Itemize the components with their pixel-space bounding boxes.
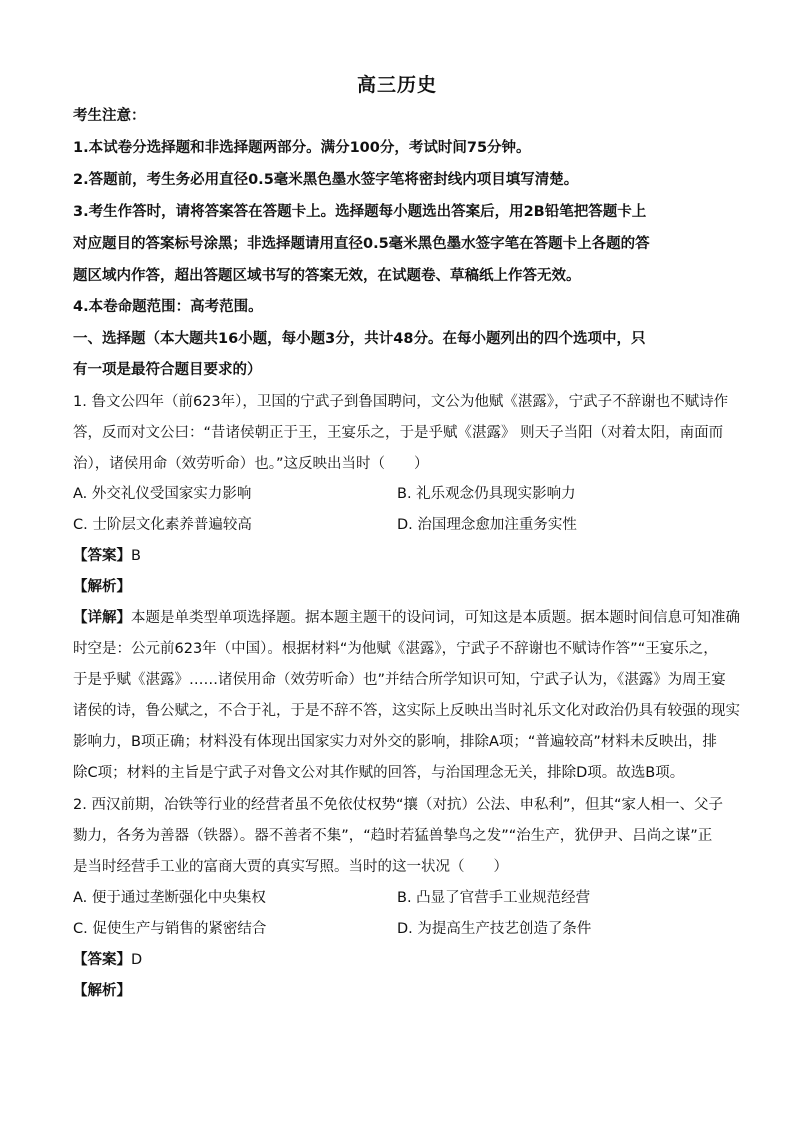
answer-value: B: [131, 548, 141, 564]
question-2-option-c: C. 促使生产与销售的紧密结合: [73, 921, 267, 937]
notice-item: 题区域内作答，超出答题区域书写的答案无效，在试题卷、草稿纸上作答无效。: [73, 268, 581, 284]
question-1-stem: 1. 鲁文公四年（前623年），卫国的宁武子到鲁国聘问，文公为他赋《湛露》，宁武子不辞谢也不赋诗作: [73, 394, 729, 410]
question-1-stem: 答，反而对文公曰：“昔诸侯朝正于王，王宴乐之，于是乎赋《湛露》 则天子当阳（对着太阳，南面而: [73, 425, 724, 441]
question-1-stem: 治），诸侯用命（效劳听命）也。”这反映出当时（ ）: [73, 456, 429, 472]
question-1-option-a: A. 外交礼仪受国家实力影响: [73, 486, 252, 502]
section-heading: 有一项是最符合题目要求的）: [73, 362, 262, 378]
question-1-option-c: C. 士阶层文化素养普遍较高: [73, 517, 252, 533]
notice-item: 2.答题前，考生务必用直径0.5毫米黑色墨水签字笔将密封线内项目填写清楚。: [73, 172, 579, 188]
question-1-detail: 除C项；材料的主旨是宁武子对鲁文公对其作赋的回答，与治国理念无关，排除D项。故选B项。: [73, 765, 685, 781]
question-1-detail: 时空是：公元前623年（中国）。根据材料“为他赋《湛露》，宁武子不辞谢也不赋诗作答”“王宴乐之，: [73, 641, 718, 657]
question-2-option-b: B. 凸显了官营手工业规范经营: [397, 890, 591, 906]
question-2-option-d: D. 为提高生产技艺创造了条件: [397, 921, 592, 937]
question-1-detail: 于是乎赋《湛露》……诸侯用命（效劳听命）也”并结合所学知识可知，宁武子认为，《湛露》为周王宴: [73, 672, 726, 688]
analysis-label: 【解析】: [73, 579, 131, 595]
detail-label: 【详解】: [73, 610, 131, 626]
question-2-answer: [73, 950, 142, 970]
question-2-stem: 勠力，各务为善器（铁器）。器不善者不集”，“趋时若猛兽挚鸟之发”“治生产，犹伊尹、吕尚之谋”正: [73, 828, 713, 844]
question-1-detail: 诸侯的诗，鲁公赋之，不合于礼，于是不辞不答，这实际上反映出当时礼乐文化对政治仍具有较强的现实: [73, 703, 740, 719]
question-2-stem: 是当时经营手工业的富商大贾的真实写照。当时的这一状况（ ）: [73, 859, 508, 875]
question-2-option-a: A. 便于通过垄断强化中央集权: [73, 890, 266, 906]
answer-label: 【答案】: [73, 548, 131, 564]
section-heading: 一、选择题（本大题共16小题，每小题3分，共计48分。在每小题列出的四个选项中，只: [73, 331, 646, 347]
question-1-answer: [73, 546, 141, 566]
notice-item: 3.考生作答时，请将答案答在答题卡上。选择题每小题选出答案后，用2B铅笔把答题卡上: [73, 204, 647, 220]
question-1-detail: 影响力，B项正确；材料没有体现出国家实力对外交的影响，排除A项；“普遍较高”材料未反映出，排: [73, 734, 717, 750]
question-1-analysis-label: [73, 577, 131, 597]
notice-item: 对应题目的答案标号涂黑；非选择题请用直径0.5毫米黑色墨水签字笔在答题卡上各题的答: [73, 236, 650, 252]
analysis-label: 【解析】: [73, 983, 131, 999]
question-1-detail: [73, 608, 740, 628]
detail-text: 本题是单类型单项选择题。据本题主题干的设问词，可知这是本质题。据本题时间信息可知准确: [131, 610, 740, 626]
question-1-option-b: B. 礼乐观念仍具现实影响力: [397, 486, 576, 502]
notice-item: 1.本试卷分选择题和非选择题两部分。满分100分，考试时间75分钟。: [73, 140, 531, 156]
notice-heading: 考生注意：: [73, 108, 146, 124]
answer-value: D: [131, 952, 143, 968]
question-1-option-d: D. 治国理念愈加注重务实性: [397, 517, 577, 533]
question-2-stem: 2. 西汉前期，冶铁等行业的经营者虽不免依仗权势“攘（对抗）公法、申私利”，但其“家人相一、父子: [73, 797, 723, 813]
answer-label: 【答案】: [73, 952, 131, 968]
notice-item: 4.本卷命题范围：高考范围。: [73, 299, 263, 315]
page-title: 高三历史: [356, 74, 437, 96]
question-2-analysis-label: [73, 981, 131, 1001]
